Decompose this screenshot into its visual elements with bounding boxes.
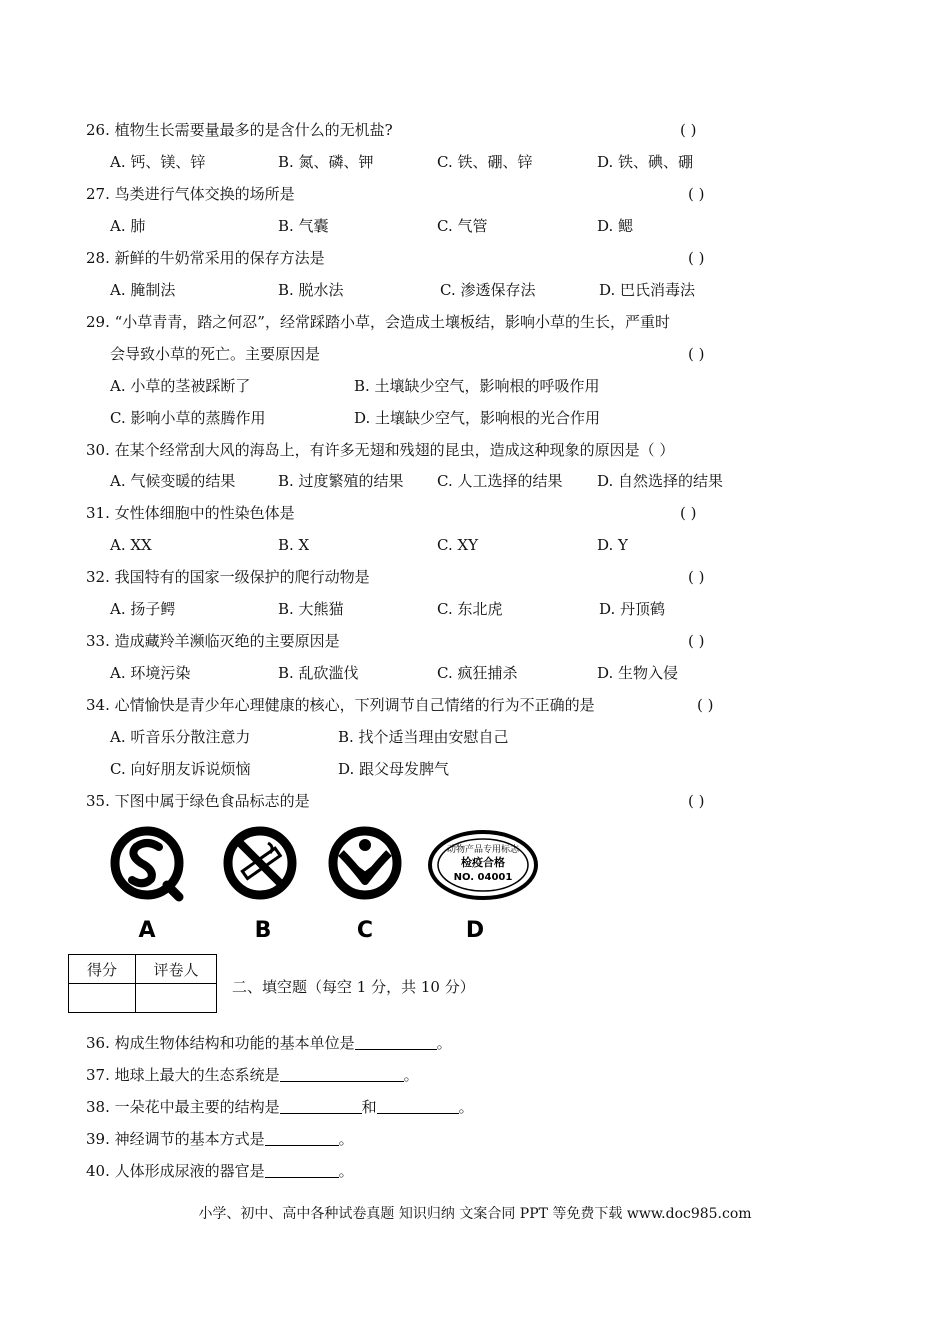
option-a: A. 小草的茎被踩断了 [110,377,251,395]
logo-label-b: B [254,918,272,943]
option-b: B. 找个适当理由安慰自己 [338,728,509,746]
option-d: D. 巴氏消毒法 [599,281,696,299]
option-b: B. 氮、磷、钾 [278,153,374,171]
question-end: 。 [436,1034,452,1052]
question-37 [86,1065,419,1085]
answer-paren[interactable]: ( ) [697,696,714,714]
answer-blank[interactable] [355,1033,437,1050]
logo-label-d: D [465,918,485,943]
question-text: 39. 神经调节的基本方式是 [86,1130,265,1148]
section-2-title: 二、填空题（每空 1 分，共 10 分） [232,978,475,996]
food-logos-figure [105,825,545,945]
quarantine-seal-icon [430,832,536,898]
option-d: D. 丹顶鹤 [599,600,666,618]
option-d: D. 生物入侵 [597,664,679,682]
option-c: C. 向好朋友诉说烦恼 [110,760,251,778]
option-a: A. 扬子鳄 [110,600,176,618]
option-c: C. 铁、硼、锌 [437,153,533,171]
question-end: 。 [338,1162,354,1180]
question-29-cont: 会导致小草的死亡。主要原因是 [110,345,321,363]
score-cell[interactable] [69,984,136,1013]
score-table [68,954,217,1013]
question-text: 37. 地球上最大的生态系统是 [86,1066,280,1084]
answer-paren[interactable]: ( ) [688,792,705,810]
option-c: C. 影响小草的蒸腾作用 [110,409,266,427]
question-31: 31. 女性体细胞中的性染色体是 [86,504,295,522]
question-32: 32. 我国特有的国家一级保护的爬行动物是 [86,568,370,586]
option-c: C. XY [437,536,479,554]
score-header: 得分 [69,955,136,984]
option-a: A. 肺 [110,217,146,235]
question-40 [86,1161,354,1181]
grader-header: 评卷人 [136,955,217,984]
question-end: 。 [458,1098,474,1116]
logo-label-c: C [356,918,374,943]
question-end: 。 [403,1066,419,1084]
option-b: B. 过度繁殖的结果 [278,472,404,490]
option-b: B. 土壤缺少空气，影响根的呼吸作用 [354,377,600,395]
answer-paren[interactable]: ( ) [688,568,705,586]
qs-mark-icon [115,831,179,897]
question-end: 。 [338,1130,354,1148]
grader-cell[interactable] [136,984,217,1013]
question-28: 28. 新鲜的牛奶常采用的保存方法是 [86,249,325,267]
question-33: 33. 造成藏羚羊濒临灭绝的主要原因是 [86,632,340,650]
question-35: 35. 下图中属于绿色食品标志的是 [86,792,310,810]
seal-text-number: NO. 04001 [453,872,513,883]
option-a: A. 环境污染 [110,664,191,682]
option-d: D. 土壤缺少空气，影响根的光合作用 [354,409,601,427]
option-b: B. 脱水法 [278,281,344,299]
question-30: 30. 在某个经常刮大风的海岛上，有许多无翅和残翅的昆虫，造成这种现象的原因是（ ） [86,441,675,459]
option-b: B. 大熊猫 [278,600,344,618]
answer-paren[interactable]: ( ) [680,121,697,139]
option-d: D. 铁、碘、硼 [597,153,694,171]
option-a: A. 听音乐分散注意力 [110,728,251,746]
seal-text-middle: 检疫合格 [461,856,505,869]
option-d: D. 跟父母发脾气 [338,760,450,778]
answer-blank[interactable] [265,1161,339,1178]
answer-blank[interactable] [265,1129,339,1146]
answer-blank[interactable] [280,1097,362,1114]
option-c: C. 人工选择的结果 [437,472,563,490]
question-29: 29. “小草青青，踏之何忍”，经常踩踏小草，会造成土壤板结，影响小草的生长，严重时 [86,313,670,331]
question-38 [86,1097,474,1117]
seal-text-top: 动物产品专用标志 [446,845,520,855]
answer-paren[interactable]: ( ) [688,345,705,363]
answer-paren[interactable]: ( ) [688,185,705,203]
logo-label-a: A [138,918,156,943]
option-b: B. X [278,536,310,554]
option-d: D. 自然选择的结果 [597,472,724,490]
footer-text: 小学、初中、高中各种试卷真题 知识归纳 文案合同 PPT 等免费下载 www.doc985.com [198,1206,752,1222]
question-mid: 和 [361,1098,377,1116]
answer-paren[interactable]: ( ) [680,504,697,522]
answer-blank[interactable] [280,1065,404,1082]
question-text: 40. 人体形成尿液的器官是 [86,1162,265,1180]
answer-paren[interactable]: ( ) [688,632,705,650]
green-food-mark-icon [333,831,397,895]
question-39 [86,1129,354,1149]
question-36 [86,1033,452,1053]
option-d: D. Y [597,536,628,554]
option-c: C. 疯狂捕杀 [437,664,518,682]
question-34: 34. 心情愉快是青少年心理健康的核心，下列调节自己情绪的行为不正确的是 [86,696,595,714]
option-b: B. 乱砍滥伐 [278,664,359,682]
option-a: A. 气候变暖的结果 [110,472,236,490]
option-b: B. 气囊 [278,217,329,235]
option-c: C. 气管 [437,217,488,235]
option-a: A. 钙、镁、锌 [110,153,206,171]
question-27: 27. 鸟类进行气体交换的场所是 [86,185,295,203]
option-c: C. 渗透保存法 [440,281,536,299]
question-26: 26. 植物生长需要量最多的是含什么的无机盐? [86,121,393,139]
option-a: A. XX [110,536,152,554]
question-text: 38. 一朵花中最主要的结构是 [86,1098,280,1116]
option-c: C. 东北虎 [437,600,503,618]
option-a: A. 腌制法 [110,281,176,299]
question-text: 36. 构成生物体结构和功能的基本单位是 [86,1034,355,1052]
no-smoking-icon [228,831,292,895]
option-d: D. 鳃 [597,217,634,235]
answer-blank-2[interactable] [377,1097,459,1114]
answer-paren[interactable]: ( ) [688,249,705,267]
